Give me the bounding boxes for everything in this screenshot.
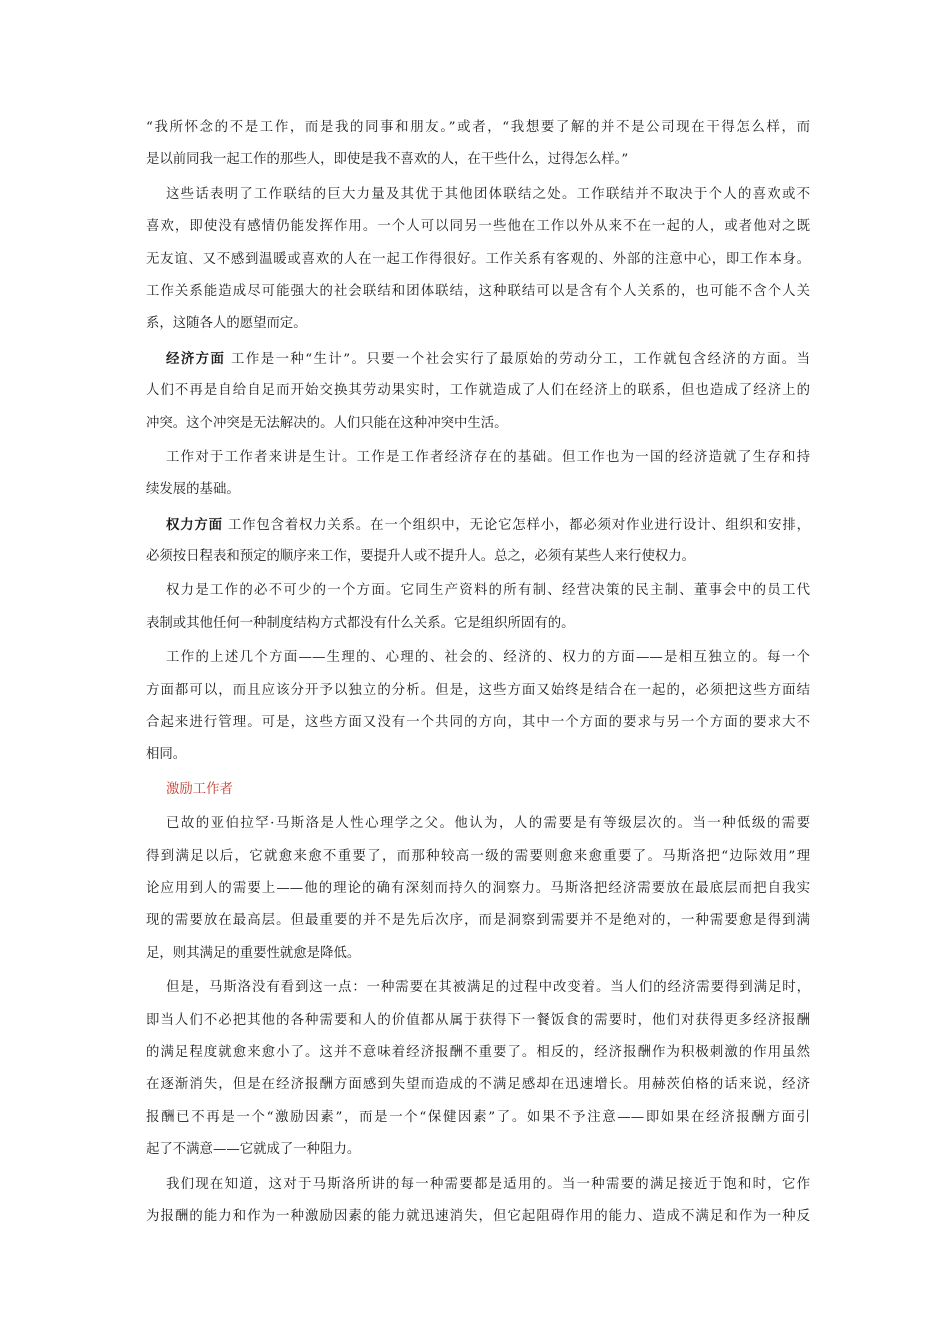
text-line: 经济方面 工作是一种“生计”。只要一个社会实行了最原始的劳动分工，工作就包含经济的方面。当 [166, 350, 810, 367]
text-line: 表制或其他任何一种制度结构方式都没有什么关系。它是组织所固有的。 [146, 615, 575, 631]
text-line: 系，这随各人的愿望而定。 [146, 316, 307, 332]
text-line: 我们现在知道，这对于马斯洛所讲的每一种需要都是适用的。当一种需要的满足接近于饱和时，它作 [166, 1176, 810, 1192]
text-line: 工作的上述几个方面——生理的、心理的、社会的、经济的、权力的方面——是相互独立的。每一个 [166, 650, 810, 666]
text-line: 现的需要放在最高层。但最重要的并不是先后次序，而是洞察到需要并不是绝对的，一种需要愈是得到满 [146, 913, 810, 929]
text-line: 方面都可以，而且应该分开予以独立的分析。但是，这些方面又始终是结合在一起的，必须把这些方面结 [146, 682, 810, 698]
text-line: 人们不再是自给自足而开始交换其劳动果实时，工作就造成了人们在经济上的联系，但也造成了经济上的 [146, 383, 810, 399]
text-line: 喜欢，即使没有感情仍能发挥作用。一个人可以同另一些他在工作以外从来不在一起的人，或者他对之既 [146, 219, 810, 235]
section-lead-power: 权力方面 [166, 516, 223, 533]
text-line: 起了不满意——它就成了一种阻力。 [146, 1142, 361, 1158]
text-line: 必须按日程表和预定的顺序来工作，要提升人或不提升人。总之，必须有某些人来行使权力。 [146, 549, 696, 565]
text-line: 无友谊、又不感到温暖或喜欢的人在一起工作得很好。工作关系有客观的、外部的注意中心，即工作本身。 [146, 251, 810, 267]
text-line: 得到满足以后，它就愈来愈不重要了，而那种较高一级的需要则愈来愈重要了。马斯洛把“边际效用”理 [146, 848, 810, 864]
text-line: 在逐渐消失，但是在经济报酬方面感到失望而造成的不满足感却在迅速增长。用赫茨伯格的话来说，经济 [146, 1077, 810, 1093]
text-line: 合起来进行管理。可是，这些方面又没有一个共同的方向，其中一个方面的要求与另一个方面的要求大不 [146, 715, 810, 731]
text-line: 的满足程度就愈来愈小了。这并不意味着经济报酬不重要了。相反的，经济报酬作为积极刺激的作用虽然 [146, 1044, 810, 1060]
text-line: 相同。 [146, 747, 187, 763]
document-page [146, 112, 810, 1233]
text-line: 这些话表明了工作联结的巨大力量及其优于其他团体联结之处。工作联结并不取决于个人的喜欢或不 [166, 186, 810, 202]
text-line: 是以前同我一起工作的那些人，即使是我不喜欢的人，在干些什么，过得怎么样。” [146, 152, 629, 168]
text-line: 工作对于工作者来讲是生计。工作是工作者经济存在的基础。但工作也为一国的经济造就了生存和持 [166, 449, 810, 465]
text-line: 足，则其满足的重要性就愈是降低。 [146, 945, 361, 961]
text-line: 工作关系能造成尽可能强大的社会联结和团体联结，这种联结可以是含有个人关系的，也可能不含个人关 [146, 283, 810, 299]
text-line: 但是，马斯洛没有看到这一点：一种需要在其被满足的过程中改变着。当人们的经济需要得到满足时， [166, 980, 810, 996]
text-line: 权力方面 工作包含着权力关系。在一个组织中，无论它怎样小，都必须对作业进行设计、组织和安排， [166, 516, 810, 533]
text-line: 续发展的基础。 [146, 482, 240, 498]
text-line: “我所怀念的不是工作，而是我的同事和朋友。”或者，“我想要了解的并不是公司现在干得怎么样，而 [146, 120, 810, 135]
text-line: 权力是工作的必不可少的一个方面。它同生产资料的所有制、经营决策的民主制、董事会中的员工代 [166, 583, 810, 599]
section-lead-economic: 经济方面 [166, 350, 226, 367]
text-line: 已故的亚伯拉罕·马斯洛是人性心理学之父。他认为，人的需要是有等级层次的。当一种低级的需要 [166, 816, 810, 832]
text-line: 即当人们不必把其他的各种需要和人的价值都从属于获得下一餐饭食的需要时，他们对获得更多经济报酬 [146, 1012, 810, 1028]
text-line: 论应用到人的需要上——他的理论的确有深刻而持久的洞察力。马斯洛把经济需要放在最底层而把自我实 [146, 880, 810, 896]
text-line: 冲突。这个冲突是无法解决的。人们只能在这种冲突中生活。 [146, 415, 508, 431]
text-line: 为报酬的能力和作为一种激励因素的能力就迅速消失，但它起阻碍作用的能力、造成不满足和作为一种反 [146, 1208, 810, 1224]
text-line: 报酬已不再是一个“激励因素”，而是一个“保健因素”了。如果不予注意——即如果在经济报酬方面引 [146, 1109, 810, 1125]
section-heading: 激励工作者 [166, 781, 233, 797]
